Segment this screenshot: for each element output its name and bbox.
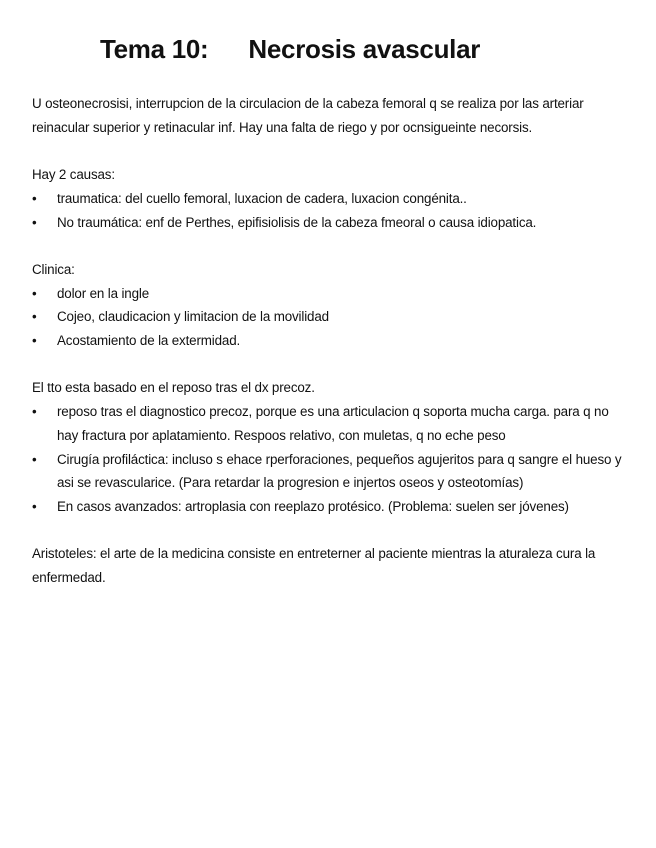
list-item-text: Acostamiento de la extermidad. — [57, 333, 241, 348]
document-body — [32, 92, 627, 590]
treatment-heading: El tto esta basado en el reposo tras el dx precoz. — [32, 380, 315, 396]
treatment-list — [32, 400, 627, 519]
list-item — [32, 211, 627, 235]
page-title — [100, 34, 480, 65]
clinic-list — [32, 282, 627, 353]
list-item-text: En casos avanzados: artroplasia con reeplazo protésico. (Problema: suelen ser jóvenes) — [57, 498, 569, 514]
list-item — [32, 187, 627, 211]
bullet-icon: • — [32, 404, 37, 420]
title-prefix: Tema 10: — [100, 34, 209, 64]
bullet-icon: • — [32, 451, 37, 467]
paragraph-spacer — [32, 353, 627, 377]
bullet-icon: • — [32, 333, 37, 348]
paragraph-spacer — [32, 519, 627, 543]
paragraph-spacer — [32, 234, 627, 258]
bullet-icon: • — [32, 309, 37, 325]
list-item-text: No traumática: enf de Perthes, epifisiolisis de la cabeza fmeoral o causa idiopatica. — [57, 214, 537, 230]
bullet-icon: • — [32, 285, 37, 301]
bullet-icon: • — [32, 214, 37, 230]
causes-list — [32, 187, 627, 234]
list-item-text: Cojeo, claudicacion y limitacion de la movilidad — [57, 309, 329, 325]
causes-heading: Hay 2 causas: — [32, 167, 115, 183]
paragraph-spacer — [32, 139, 627, 163]
list-item — [32, 495, 627, 519]
intro-paragraph: U osteonecrosisi, interrupcion de la circulacion de la cabeza femoral q se realiza por las arteriar reinacular superior y retinacular inf. Hay una falta de riego y por ocnsigueinte necorsis. — [32, 96, 584, 135]
list-item — [32, 282, 627, 306]
list-item — [32, 305, 627, 329]
list-item — [32, 329, 627, 353]
title-name: Necrosis avascular — [248, 34, 481, 64]
list-item — [32, 400, 627, 447]
list-item — [32, 448, 627, 495]
list-item-text: reposo tras el diagnostico precoz, porque es una articulacion q soporta mucha carga. para q no hay fractura por aplatamiento. Respoos relativo, con muletas, q no eche peso — [57, 404, 609, 443]
quote-paragraph: Aristoteles: el arte de la medicina consiste en entreterner al paciente mientras la aturaleza cura la enfermedad. — [32, 546, 596, 585]
bullet-icon: • — [32, 190, 37, 206]
list-item-text: dolor en la ingle — [57, 285, 149, 301]
list-item-text: traumatica: del cuello femoral, luxacion de cadera, luxacion congénita.. — [57, 190, 467, 206]
list-item-text: Cirugía profiláctica: incluso s ehace rperforaciones, pequeños agujeritos para q sangre el hueso y asi se revascularice. (Para retardar la progresion e injertos oseos y osteotomías) — [57, 451, 622, 491]
clinic-heading: Clinica: — [32, 261, 75, 277]
bullet-icon: • — [32, 498, 37, 514]
